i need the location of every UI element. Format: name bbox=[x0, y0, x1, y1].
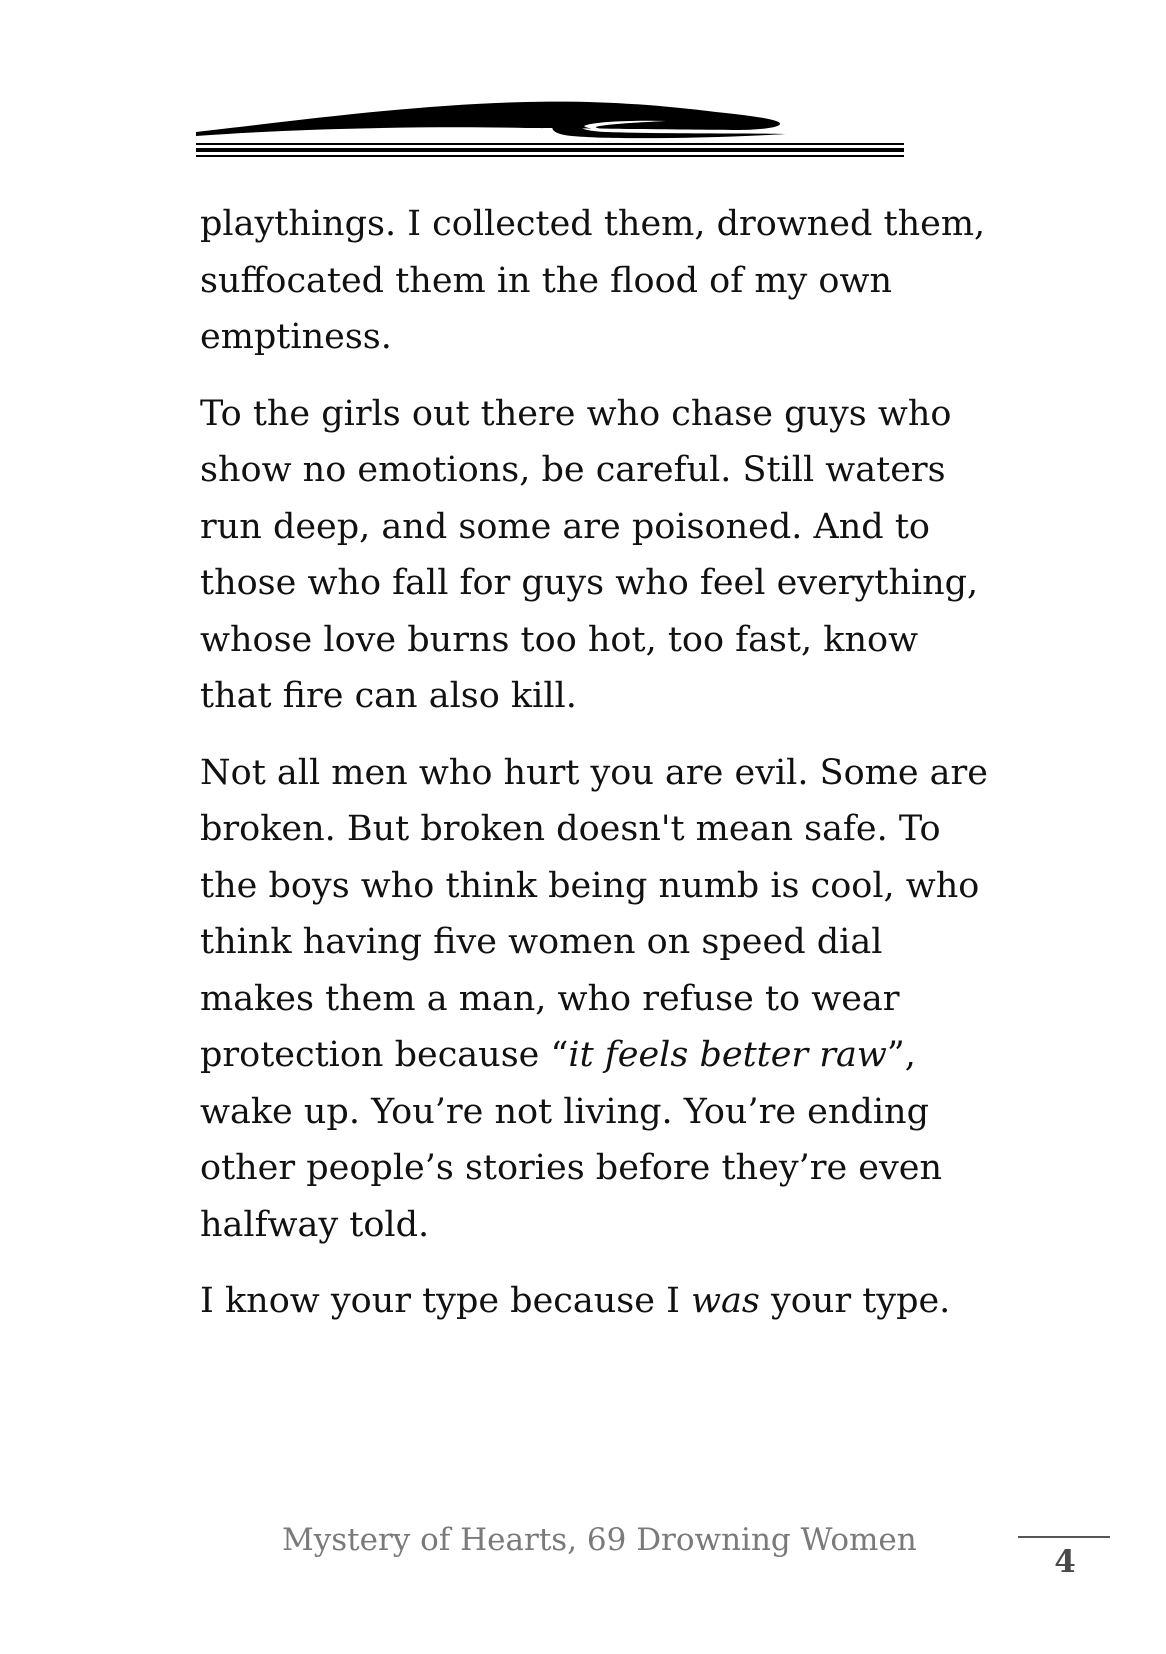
page-number-rule bbox=[1018, 1536, 1110, 1538]
paragraph bbox=[200, 1273, 990, 1330]
text-segment: ”, wake up. You’re not living. You’re ending other people’s stories before they’re even halfway told. bbox=[200, 1035, 943, 1245]
running-footer-title: Mystery of Hearts, 69 Drowning Women bbox=[282, 1522, 917, 1558]
paragraph bbox=[200, 196, 990, 366]
body-text bbox=[200, 196, 990, 1350]
text-segment: playthings. I collected them, drowned them, suffocated them in the flood of my own emptiness. bbox=[200, 204, 986, 357]
italic-text-segment: was bbox=[691, 1281, 760, 1321]
text-segment: To the girls out there who chase guys who show no emotions, be careful. Still waters run deep, and some are poisoned. And to those who fall for guys who feel everything, whose love burns too hot, too fast, know that fire can also kill. bbox=[200, 393, 979, 716]
page-footer bbox=[0, 1512, 1166, 1592]
text-segment: I know your type because I bbox=[200, 1281, 692, 1321]
page-number: 4 bbox=[1054, 1544, 1076, 1580]
text-segment: Not all men who hurt you are evil. Some are broken. But broken doesn't mean safe. To the boys who think being numb is cool, who think having five women on speed dial makes them a man, who refuse to wear protection because “ bbox=[200, 752, 988, 1075]
text-segment: your type. bbox=[759, 1281, 951, 1321]
wave-flourish-icon bbox=[196, 100, 956, 178]
paragraph bbox=[200, 745, 990, 1254]
italic-text-segment: it feels better raw bbox=[568, 1035, 887, 1075]
paragraph bbox=[200, 386, 990, 725]
